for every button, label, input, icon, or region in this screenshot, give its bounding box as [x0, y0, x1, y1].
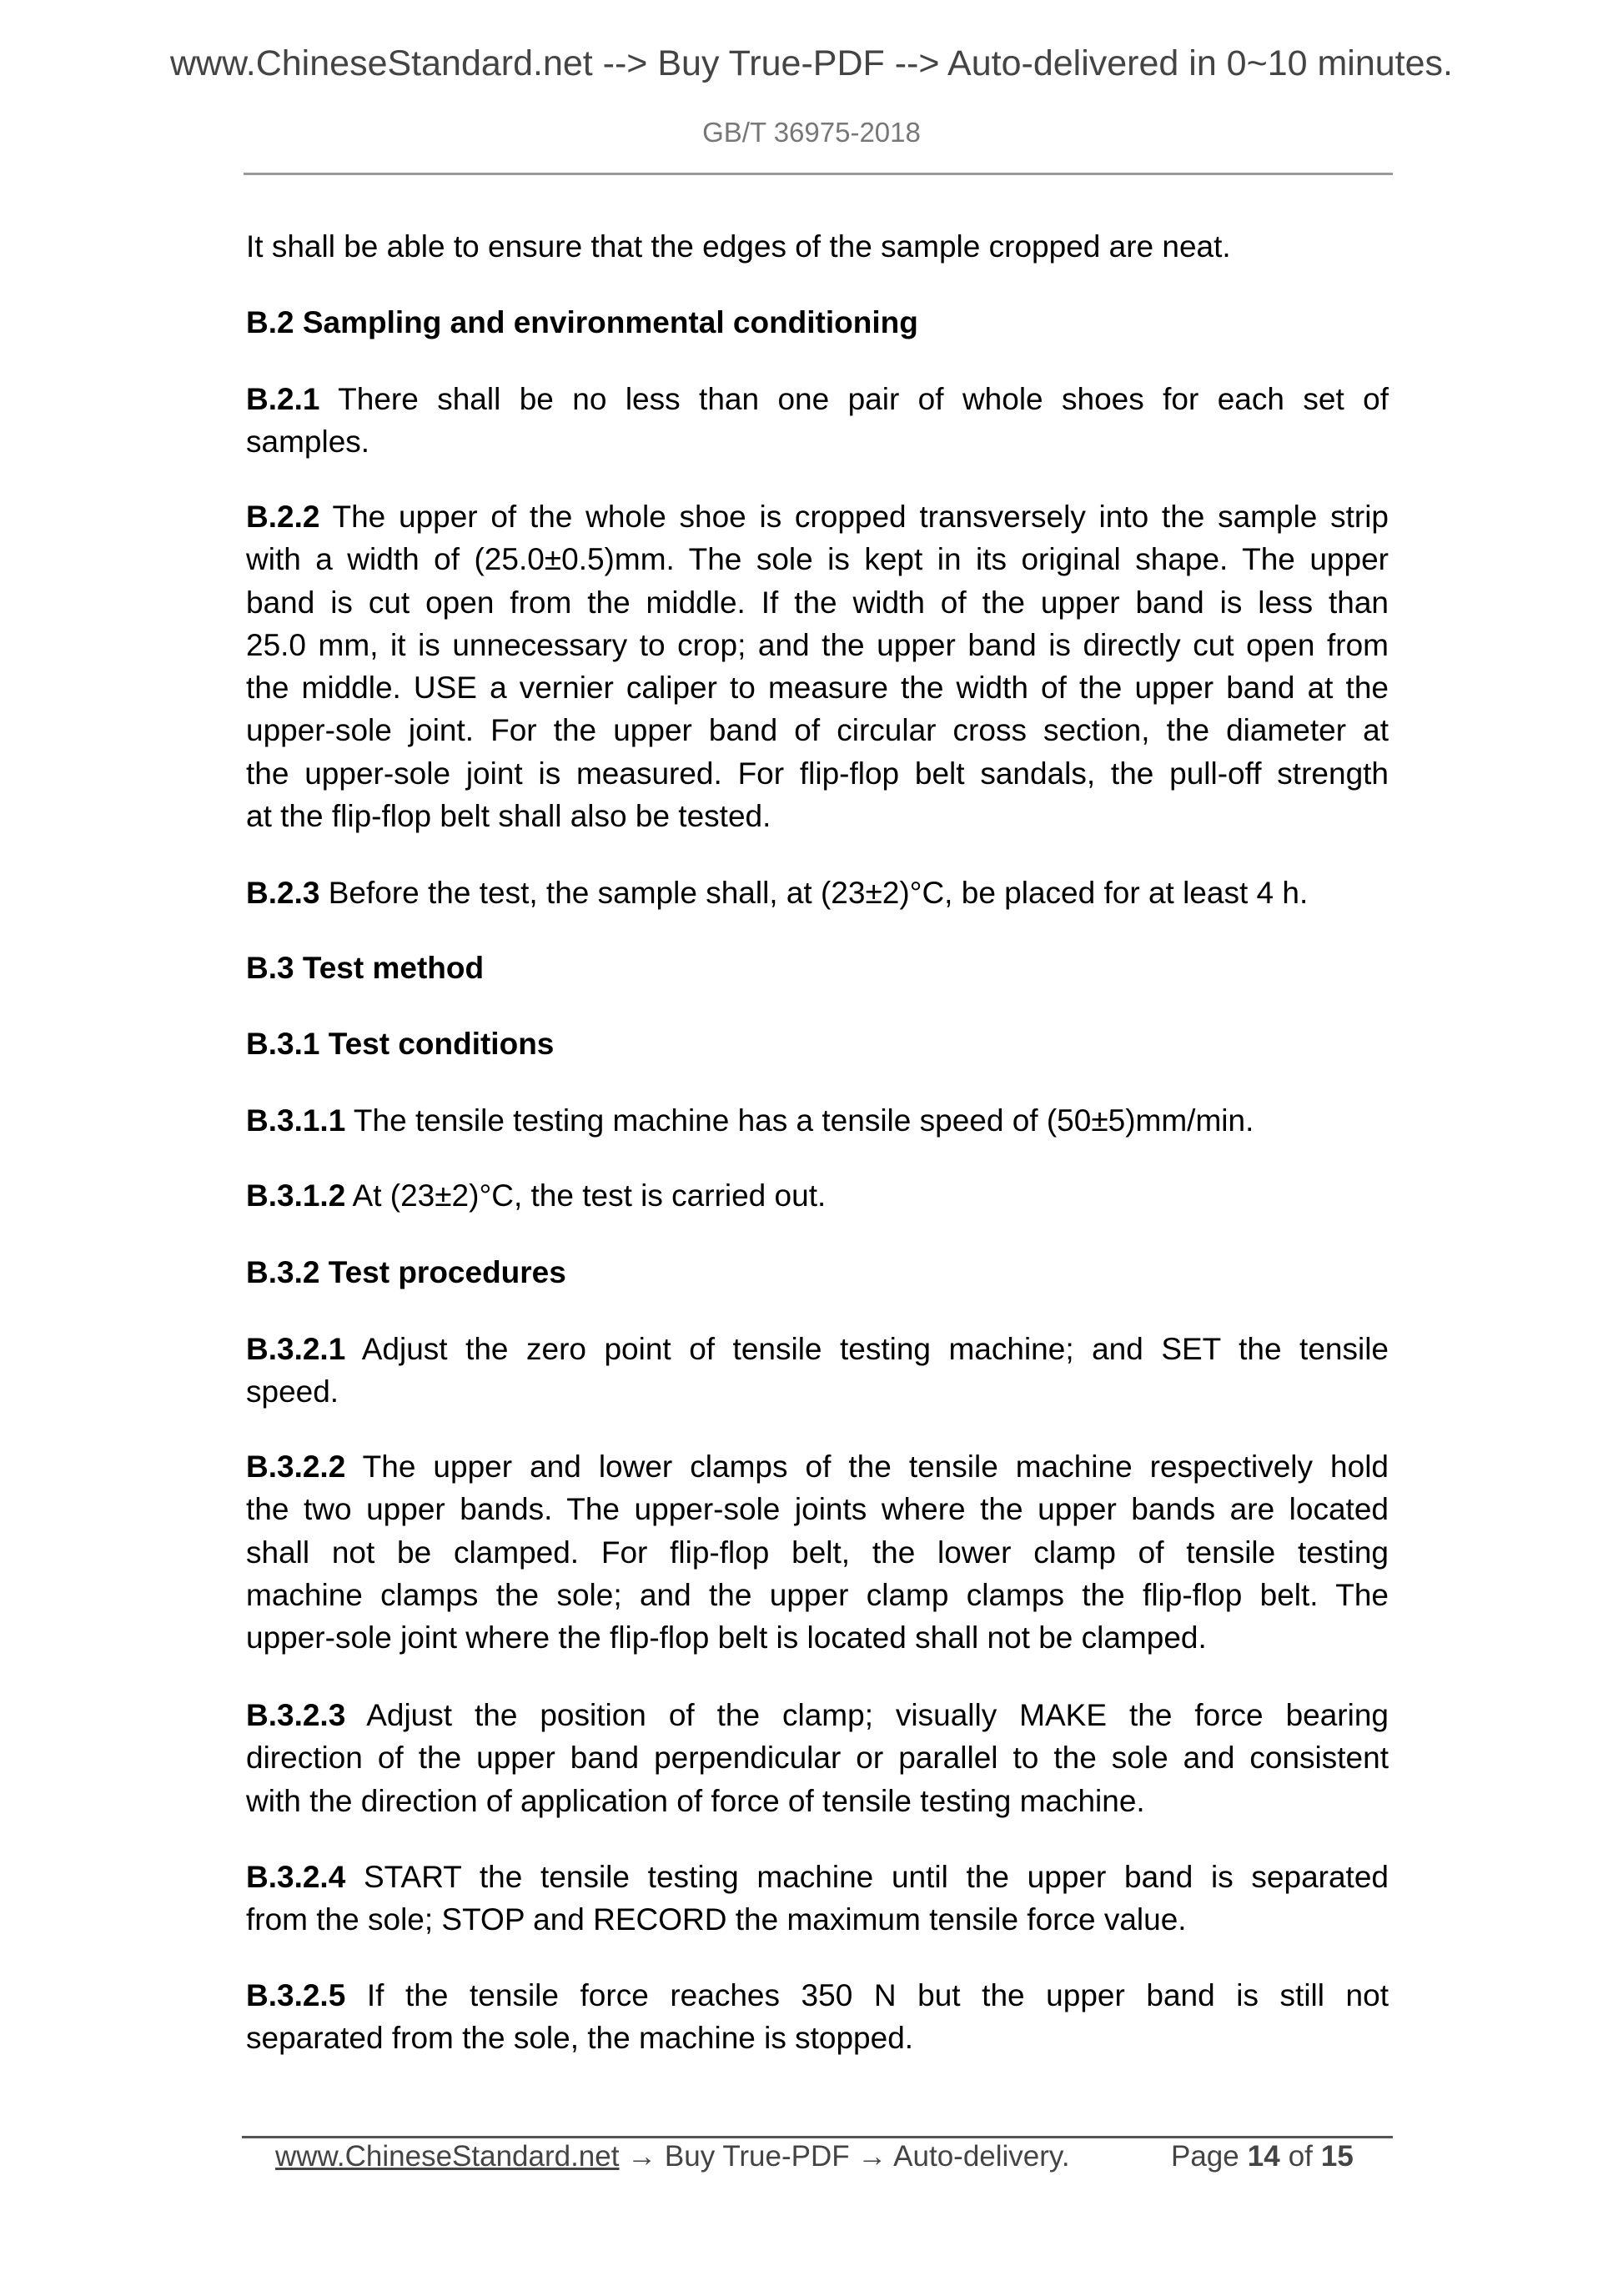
section-heading — [246, 1251, 1389, 1294]
clause-text: The tensile testing machine has a tensile speed of (50±5)mm/min. — [345, 1103, 1254, 1138]
text-line: shall not be clamped. For flip-flop belt, the lower clamp of tensile testing — [246, 1535, 1389, 1570]
clause-text: At (23±2)°C, the test is carried out. — [345, 1178, 827, 1213]
clause-text: Adjust the position of the clamp; visually MAKE the force bearing — [345, 1698, 1389, 1732]
clause-number: B.3.2.5 — [246, 1978, 346, 2012]
paragraph — [246, 378, 1389, 464]
text-line — [246, 378, 1389, 420]
text-line — [246, 872, 1389, 914]
text-line: at the flip-flop belt shall also be tested. — [246, 799, 771, 834]
text-line — [246, 301, 1389, 344]
text-line — [246, 1974, 1389, 2017]
of-label: of — [1288, 2140, 1313, 2173]
text-line — [246, 1445, 1389, 1488]
clause-number: B.3.1.1 — [246, 1103, 346, 1138]
paragraph — [246, 1174, 1389, 1217]
clause-number: B.2.3 — [246, 876, 320, 910]
text-line — [246, 495, 1389, 538]
clause-text: There shall be no less than one pair of whole shoes for each set of — [319, 382, 1389, 416]
paragraph — [246, 1694, 1389, 1822]
text-line — [246, 1251, 1389, 1294]
text-line: band is cut open from the middle. If the width of the upper band is less than — [246, 585, 1389, 620]
paragraph — [246, 225, 1389, 268]
page-label: Page — [1171, 2140, 1239, 2173]
text-line: the two upper bands. The upper-sole joints where the upper bands are located — [246, 1492, 1389, 1527]
page-total: 15 — [1320, 2140, 1354, 2173]
paragraph — [246, 1099, 1389, 1142]
clause-number: B.3.2.1 — [246, 1332, 346, 1366]
footer-tagline: → Buy True-PDF → Auto-delivery. — [619, 2140, 1070, 2173]
clause-text: The upper of the whole shoe is cropped transversely into the sample strip — [319, 500, 1389, 534]
text-line — [246, 1022, 1389, 1065]
text-line: It shall be able to ensure that the edges of the sample cropped are neat. — [246, 229, 1231, 264]
header-banner: www.ChineseStandard.net --> Buy True-PDF --> Auto-delivered in 0~10 minutes. — [169, 43, 1453, 83]
clause-text: Before the test, the sample shall, at (23±2)°C, be placed for at least 4 h. — [319, 876, 1309, 910]
clause-number: B.3.1 Test conditions — [246, 1027, 555, 1061]
paragraph — [246, 1328, 1389, 1414]
clause-text: The upper and lower clamps of the tensile machine respectively hold — [345, 1449, 1389, 1484]
text-line: separated from the sole, the machine is stopped. — [246, 2021, 914, 2056]
clause-number: B.2.2 — [246, 500, 320, 534]
text-line: upper-sole joint where the flip-flop belt is located shall not be clamped. — [246, 1620, 1207, 1655]
clause-text: If the tensile force reaches 350 N but the upper band is still not — [345, 1978, 1389, 2012]
text-line — [246, 1328, 1389, 1370]
clause-text: Adjust the zero point of tensile testing machine; and SET the tensile — [345, 1332, 1389, 1366]
clause-number: B.3.1.2 — [246, 1178, 346, 1213]
clause-number: B.3.2.3 — [246, 1698, 346, 1732]
text-line — [246, 1099, 1389, 1142]
section-heading — [246, 947, 1389, 989]
footer-link[interactable]: www.ChineseStandard.net — [275, 2140, 620, 2173]
text-line: direction of the upper band perpendicular or parallel to the sole and consistent — [246, 1741, 1389, 1776]
standard-number: GB/T 36975-2018 — [702, 117, 921, 148]
footer-left — [275, 2138, 1070, 2176]
text-line: the middle. USE a vernier caliper to measure the width of the upper band at the — [246, 671, 1389, 706]
text-line — [246, 1174, 1389, 1217]
text-line: with the direction of application of force of tensile testing machine. — [246, 1783, 1145, 1818]
paragraph — [246, 1856, 1389, 1942]
clause-number: B.3.2.4 — [246, 1860, 346, 1894]
page-current: 14 — [1247, 2140, 1280, 2173]
clause-text: START the tensile testing machine until the upper band is separated — [345, 1860, 1389, 1894]
text-line: from the sole; STOP and RECORD the maximum tensile force value. — [246, 1902, 1187, 1937]
text-line: machine clamps the sole; and the upper clamp clamps the flip-flop belt. The — [246, 1577, 1389, 1612]
section-heading — [246, 1022, 1389, 1065]
paragraph — [246, 872, 1389, 914]
clause-number: B.2.1 — [246, 382, 320, 416]
clause-number: B.2 Sampling and environmental conditioning — [246, 305, 918, 339]
paragraph — [246, 495, 1389, 837]
text-line — [246, 947, 1389, 989]
page-indicator — [1171, 2138, 1362, 2176]
paragraph — [246, 1445, 1389, 1659]
section-heading — [246, 301, 1389, 344]
text-line: samples. — [246, 425, 370, 460]
text-line — [246, 1856, 1389, 1898]
text-line: with a width of (25.0±0.5)mm. The sole is kept in its original shape. The upper — [246, 542, 1389, 577]
clause-number: B.3 Test method — [246, 951, 485, 985]
text-line: 25.0 mm, it is unnecessary to crop; and the upper band is directly cut open from — [246, 627, 1389, 662]
clause-number: B.3.2 Test procedures — [246, 1255, 566, 1289]
text-line: upper-sole joint. For the upper band of circular cross section, the diameter at — [246, 713, 1389, 748]
paragraph — [246, 1974, 1389, 2060]
clause-number: B.3.2.2 — [246, 1449, 346, 1484]
text-line: the upper-sole joint is measured. For flip-flop belt sandals, the pull-off strength — [246, 756, 1389, 791]
header-divider — [244, 173, 1393, 175]
text-line — [246, 1694, 1389, 1736]
text-line: speed. — [246, 1374, 339, 1409]
